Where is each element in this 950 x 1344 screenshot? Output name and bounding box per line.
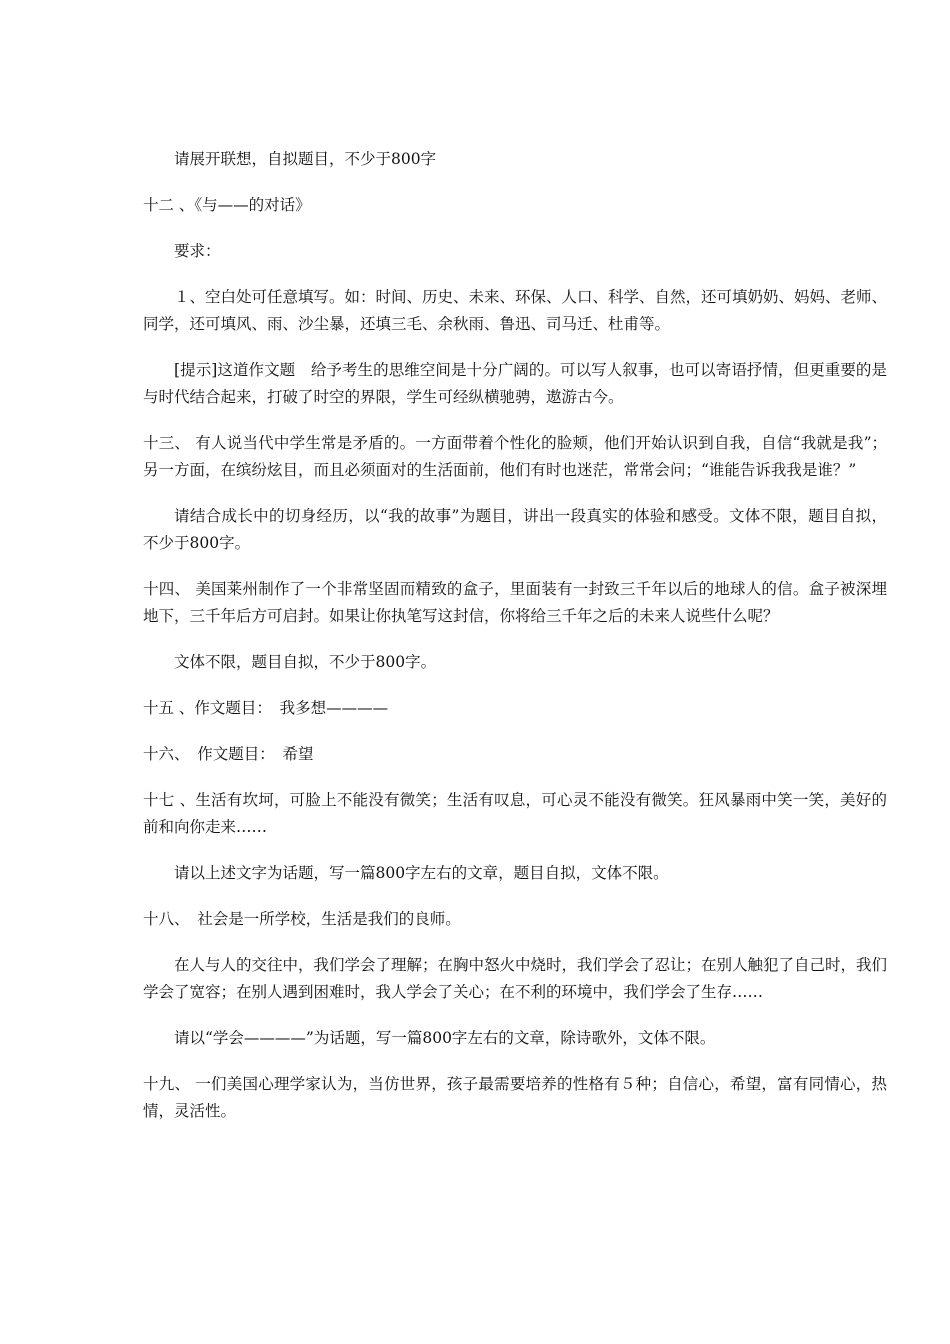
paragraph-intro-instruction: 请展开联想，自拟题目，不少于800字: [174, 150, 437, 168]
paragraph-topic-17: 十七 、生活有坎坷，可脸上不能没有微笑；生活有叹息，可心灵不能没有微笑。狂风暴雨中笑一笑，美好的前和向你走来……: [143, 791, 887, 836]
paragraph-topic-12-title: 十二 、《与——的对话》: [143, 196, 311, 214]
paragraph-topic-18-body: 在人与人的交往中，我们学会了理解；在胸中怒火中烧时，我们学会了忍让；在别人触犯了自己时，我们学会了宽容；在别人遇到困难时，我人学会了关心；在不利的环境中，我们学会了生存……: [143, 956, 888, 1001]
document-page: [143, 146, 887, 1144]
paragraph-topic-12-hint: [提示]这道作文题 给予考生的思维空间是十分广阔的。可以写人叙事，也可以寄语抒情，但更重要的是与时代结合起来，打破了时空的界限，学生可经纵横驰骋，遨游古今。: [143, 361, 887, 406]
paragraph-topic-13: 十三、 有人说当代中学生常是矛盾的。一方面带着个性化的脸颊，他们开始认识到自我，自信“我就是我”；另一方面，在缤纷炫目，而且必须面对的生活面前，他们有时也迷茫，常常会问；“谁能告诉我我是谁？”: [143, 434, 887, 479]
paragraph-topic-18-instruction: 请以“学会————”为话题，写一篇800字左右的文章，除诗歌外，文体不限。: [174, 1029, 716, 1047]
paragraph-topic-18: 十八、 社会是一所学校，生活是我们的良师。: [143, 910, 461, 928]
paragraph-topic-17-instruction: 请以上述文字为话题，写一篇800字左右的文章，题目自拟，文体不限。: [174, 864, 669, 882]
paragraph-topic-14: 十四、 美国莱州制作了一个非常坚固而精致的盒子，里面装有一封致三千年以后的地球人的信。盒子被深埋地下，三千年后方可启封。如果让你执笔写这封信，你将给三千年之后的未来人说些什么呢？: [143, 580, 887, 625]
paragraph-topic-16: 十六、 作文题目： 希望: [143, 745, 314, 763]
paragraph-topic-13-instruction: 请结合成长中的切身经历，以“我的故事”为题目，讲出一段真实的体验和感受。文体不限，题目自拟，不少于800字。: [143, 507, 887, 552]
paragraph-topic-12-requirement-1: １、空白处可任意填写。如：时间、历史、未来、环保、人口、科学、自然，还可填奶奶、妈妈、老师、同学，还可填风、雨、沙尘暴，还填三毛、余秋雨、鲁迅、司马迁、杜甫等。: [143, 288, 888, 333]
paragraph-topic-14-instruction: 文体不限，题目自拟，不少于800字。: [174, 653, 437, 671]
paragraph-topic-15: 十五 、作文题目： 我多想————: [143, 699, 389, 717]
paragraph-topic-12-requirement-label: 要求：: [174, 242, 221, 260]
paragraph-topic-19: 十九、 一们美国心理学家认为，当仿世界，孩子最需要培养的性格有５种；自信心，希望，富有同情心，热情，灵活性。: [143, 1075, 887, 1120]
